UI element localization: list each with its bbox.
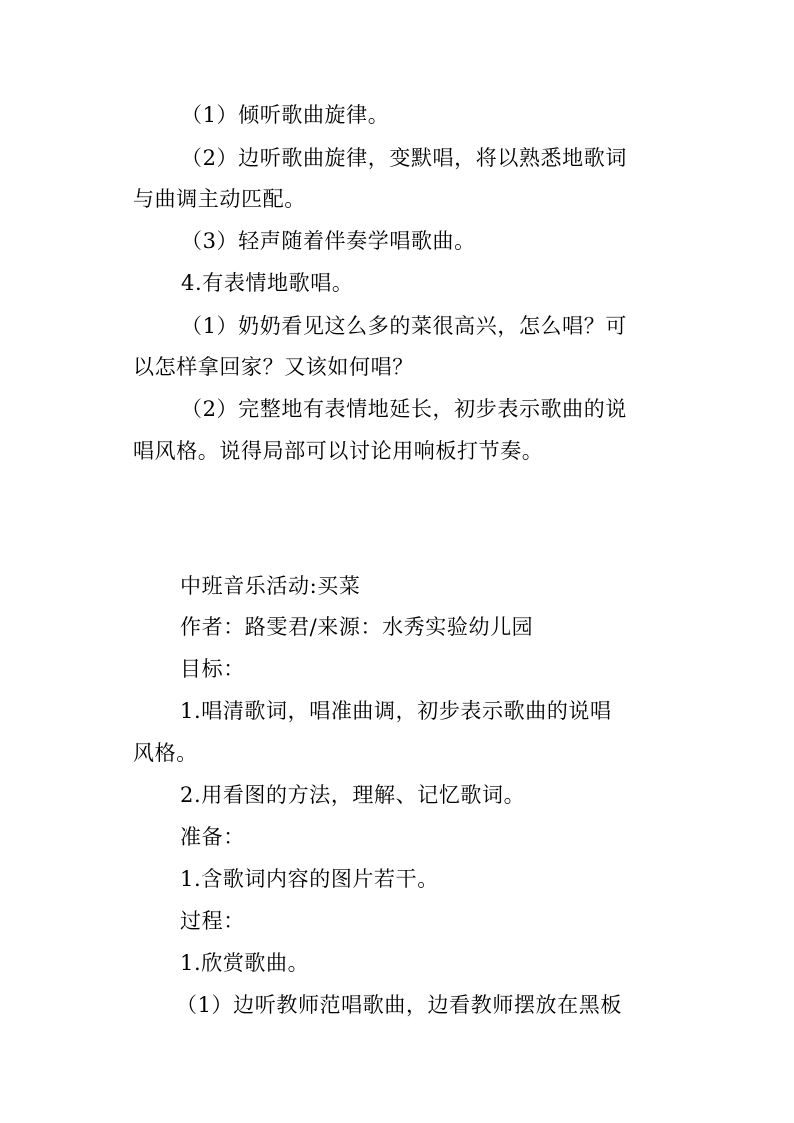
author-line: 作者：路雯君/来源：水秀实验幼儿园	[180, 615, 534, 639]
paragraph-line: 1.唱清歌词，唱准曲调，初步表示歌曲的说唱	[180, 699, 612, 723]
paragraph-line: 风格。	[133, 741, 198, 765]
paragraph-line: （2）完整地有表情地延长，初步表示歌曲的说	[181, 397, 627, 421]
paragraph-line: （1）奶奶看见这么多的菜很高兴，怎么唱？可	[181, 314, 627, 338]
paragraph-line: （1）边听教师范唱歌曲，边看教师摆放在黑板	[176, 993, 622, 1017]
paragraph-line: 以怎样拿回家？又该如何唱？	[133, 355, 414, 379]
paragraph-line: 与曲调主动匹配。	[133, 187, 306, 211]
activity-title: 中班音乐活动:买菜	[180, 574, 361, 598]
paragraph-line: （1）倾听歌曲旋律。	[181, 103, 390, 127]
paragraph-line: （2）边听歌曲旋律，变默唱，将以熟悉地歌词	[181, 146, 627, 170]
paragraph-line: 目标：	[180, 657, 245, 681]
paragraph-line: 过程：	[180, 909, 245, 933]
paragraph-line: 4.有表情地歌唱。	[181, 271, 354, 295]
paragraph-line: 1.欣赏歌曲。	[180, 951, 310, 975]
paragraph-line: 1.含歌词内容的图片若干。	[180, 867, 439, 891]
paragraph-line: 2.用看图的方法，理解、记忆歌词。	[180, 783, 526, 807]
paragraph-line: （3）轻声随着伴奏学唱歌曲。	[181, 229, 476, 253]
paragraph-line: 准备：	[180, 825, 245, 849]
paragraph-line: 唱风格。说得局部可以讨论用响板打节奏。	[133, 439, 544, 463]
